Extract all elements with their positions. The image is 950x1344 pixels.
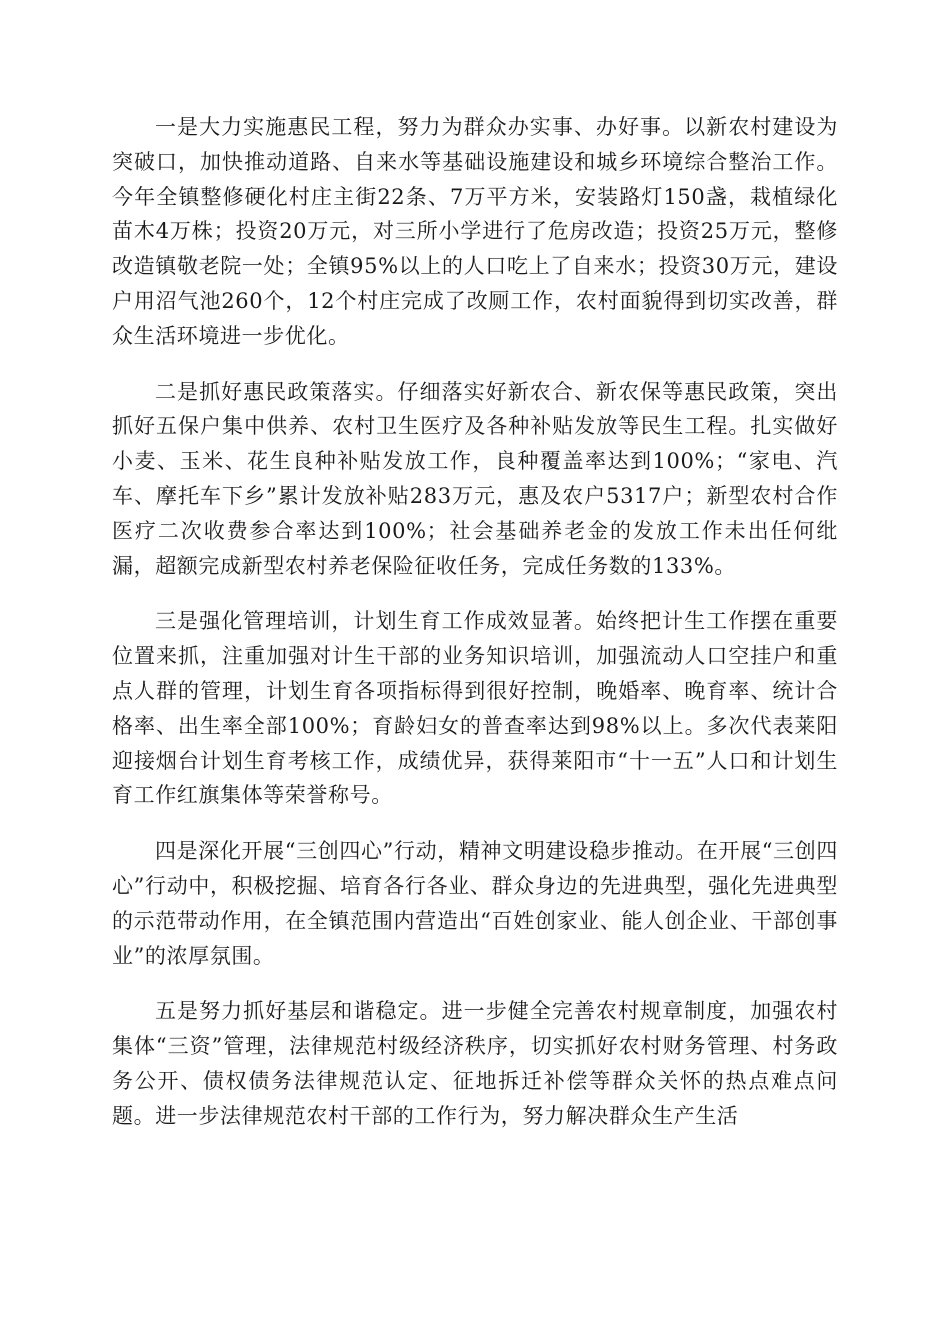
document-body	[112, 110, 838, 1155]
paragraph-2: 二是抓好惠民政策落实。仔细落实好新农合、新农保等惠民政策，突出抓好五保户集中供养、农村卫生医疗及各种补贴发放等民生工程。扎实做好小麦、玉米、花生良种补贴发放工作，良种覆盖率达到100%；“家电、汽车、摩托车下乡”累计发放补贴283万元，惠及农户5317户；新型农村合作医疗二次收费参合率达到100%；社会基础养老金的发放工作未出任何纰漏，超额完成新型农村养老保险征收任务，完成任务数的133%。	[112, 379, 838, 578]
paragraph-5: 五是努力抓好基层和谐稳定。进一步健全完善农村规章制度，加强农村集体“三资”管理，法律规范村级经济秩序，切实抓好农村财务管理、村务政务公开、债权债务法律规范认定、征地拆迁补偿等群众关怀的热点难点问题。进一步法律规范农村干部的工作行为，努力解决群众生产生活	[112, 999, 838, 1128]
paragraph-3: 三是强化管理培训，计划生育工作成效显著。始终把计生工作摆在重要位置来抓，注重加强对计生干部的业务知识培训，加强流动人口空挂户和重点人群的管理，计划生育各项指标得到很好控制，晚婚率、晚育率、统计合格率、出生率全部100%；育龄妇女的普查率达到98%以上。多次代表莱阳迎接烟台计划生育考核工作，成绩优异，获得莱阳市“十一五”人口和计划生育工作红旗集体等荣誉称号。	[112, 609, 838, 808]
paragraph-4: 四是深化开展“三创四心”行动，精神文明建设稳步推动。在开展“三创四心”行动中，积极挖掘、培育各行各业、群众身边的先进典型，强化先进典型的示范带动作用，在全镇范围内营造出“百姓创家业、能人创企业、干部创事业”的浓厚氛围。	[112, 839, 838, 968]
paragraph-1: 一是大力实施惠民工程，努力为群众办实事、办好事。以新农村建设为突破口，加快推动道路、自来水等基础设施建设和城乡环境综合整治工作。今年全镇整修硬化村庄主街22条、7万平方米，安装路灯150盏，栽植绿化苗木4万株；投资20万元，对三所小学进行了危房改造；投资25万元，整修改造镇敬老院一处；全镇95%以上的人口吃上了自来水；投资30万元，建设户用沼气池260个，12个村庄完成了改厕工作，农村面貌得到切实改善，群众生活环境进一步优化。	[112, 115, 838, 348]
